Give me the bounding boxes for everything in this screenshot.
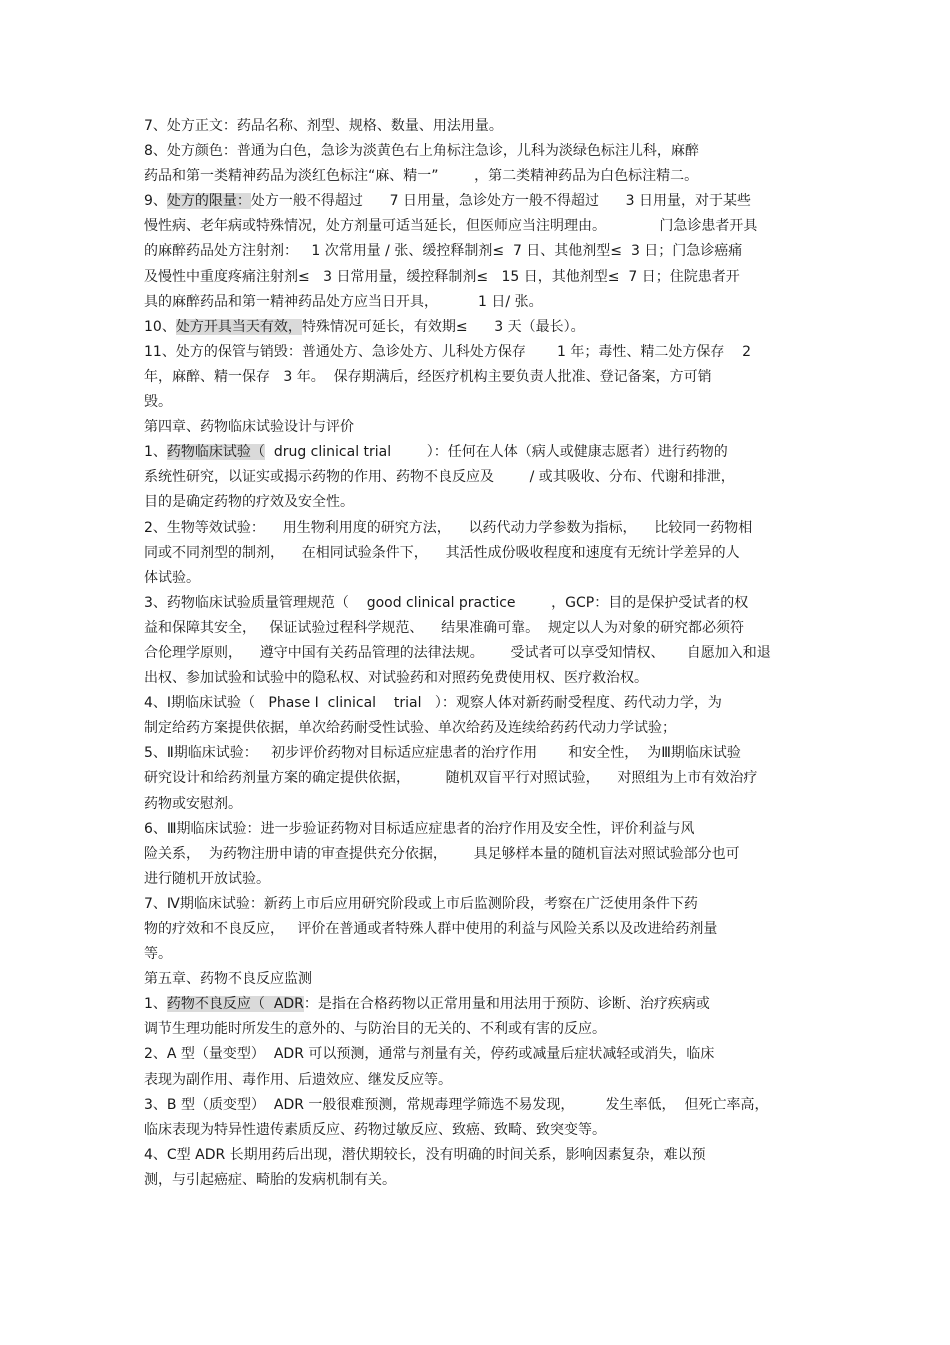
text-segment: 药品和第一类精神药品为淡红色标注“麻、精一” ，第二类精神药品为白色标注精二。 [144,168,699,185]
text-segment: 毁。 [144,394,172,411]
text-segment: 2、A 型（量变型） ADR 可以预测，通常与剂量有关，停药或减量后症状减轻或消失，临床 [144,1046,715,1063]
text-line [144,892,809,917]
text-segment: 7、Ⅳ期临床试验：新药上市后应用研究阶段或上市后监测阶段，考察在广泛使用条件下药 [144,895,698,912]
text-line [144,1118,809,1143]
text-segment: 目的是确定药物的疗效及安全性。 [144,494,354,511]
text-segment: 进行随机开放试验。 [144,870,270,887]
text-line [144,365,809,390]
text-line [144,214,809,239]
text-segment: 4、Ⅰ期临床试验（ Phase I clinical trial ）：观察人体对新药耐受程度、药代动力学，为 [144,695,722,712]
text-segment: 第四章、药物临床试验设计与评价 [144,419,354,436]
text-line [144,842,809,867]
text-line [144,992,809,1017]
text-line [144,315,809,340]
highlighted-text: 处方的限量： [166,193,251,210]
text-segment: 出权、参加试验和试验中的隐私权、对试验药和对照药免费使用权、医疗救治权。 [144,670,648,687]
text-line [144,290,809,315]
text-line [144,591,809,616]
text-segment: 及慢性中重度疼痛注射剂≤ 3 日常用量，缓控释制剂≤ 15 日，其他剂型≤ 7 日；住院患者开 [144,268,740,285]
text-segment: 处方一般不得超过 7 日用量，急诊处方一般不得超过 3 日用量，对于某些 [250,193,752,210]
text-segment: 4、C型 ADR 长期用药后出现，潜伏期较长，没有明确的时间关系，影响因素复杂，难以预 [144,1146,706,1163]
text-segment: drug clinical trial ）：任何在人体（病人或健康志愿者）进行药物的 [264,444,728,461]
text-line [144,1068,809,1093]
text-segment: 11、处方的保管与销毁：普通处方、急诊处方、儿科处方保存 1 年；毒性、精二处方保存 2 [144,343,752,360]
text-line [144,390,809,415]
text-line [144,1143,809,1168]
text-segment: 险关系， 为药物注册申请的审查提供充分依据， 具足够样本量的随机盲法对照试验部分也可 [144,845,740,862]
text-segment: 1、 [144,996,167,1013]
text-segment: 临床表现为特异性遗传素质反应、药物过敏反应、致癌、致畸、致突变等。 [144,1121,606,1138]
text-line [144,440,809,465]
text-line [144,415,809,440]
text-segment: 第五章、药物不良反应监测 [144,971,312,988]
text-line [144,641,809,666]
text-line [144,566,809,591]
text-line [144,189,809,214]
text-segment: 8、处方颜色：普通为白色，急诊为淡黄色右上角标注急诊，儿科为淡绿色标注儿科，麻醉 [144,143,699,160]
text-line [144,239,809,264]
text-segment: 9、 [144,193,167,210]
text-line [144,265,809,290]
text-segment: 年，麻醉、精一保存 3 年。 保存期满后，经医疗机构主要负责人批准、登记备案，方可销 [144,368,712,385]
text-line [144,792,809,817]
text-line [144,541,809,566]
text-line [144,1093,809,1118]
text-line [144,616,809,641]
text-line [144,942,809,967]
text-segment: 3、B 型（质变型） ADR 一般很难预测，常规毒理学筛选不易发现， 发生率低， 但死亡率高， [144,1096,769,1113]
text-line [144,1042,809,1067]
document-body [144,114,809,1193]
text-line [144,716,809,741]
text-segment: 等。 [144,946,172,963]
text-segment: 同或不同剂型的制剂， 在相同试验条件下， 其活性成份吸收程度和速度有无统计学差异的人 [144,544,740,561]
text-line [144,666,809,691]
text-segment: 表现为副作用、毒作用、后遗效应、继发反应等。 [144,1071,452,1088]
text-line [144,139,809,164]
text-line [144,867,809,892]
text-segment: 药物或安慰剂。 [144,795,242,812]
text-line [144,691,809,716]
text-line [144,490,809,515]
text-segment: 系统性研究，以证实或揭示药物的作用、药物不良反应及 / 或其吸收、分布、代谢和排泄， [144,469,735,486]
text-segment: 6、Ⅲ期临床试验：进一步验证药物对目标适应症患者的治疗作用及安全性，评价利益与风 [144,820,695,837]
text-segment: ：是指在合格药物以正常用量和用法用于预防、诊断、治疗疾病或 [303,996,710,1013]
text-line [144,164,809,189]
text-segment: 体试验。 [144,569,200,586]
text-line [144,516,809,541]
text-line [144,114,809,139]
text-segment: 3、药物临床试验质量管理规范（ good clinical practice ，GCP：目的是保护受试者的权 [144,594,749,611]
text-line [144,917,809,942]
text-segment: 5、Ⅱ期临床试验： 初步评价药物对目标适应症患者的治疗作用 和安全性， 为Ⅲ期临床试验 [144,745,741,762]
text-line [144,1168,809,1193]
text-line [144,967,809,992]
text-line [144,340,809,365]
text-line [144,766,809,791]
text-segment: 益和保障其安全， 保证试验过程科学规范、 结果准确可靠。 规定以人为对象的研究都必须符 [144,619,745,636]
text-line [144,465,809,490]
text-segment: 慢性病、老年病或特殊情况，处方剂量可适当延长，但医师应当注明理由。 门急诊患者开具 [144,218,758,235]
text-line [144,817,809,842]
text-segment: 10、 [144,318,176,335]
text-segment: 特殊情况可延长，有效期≤ 3 天（最长）。 [301,318,585,335]
text-segment: 物的疗效和不良反应， 评价在普通或者特殊人群中使用的利益与风险关系以及改进给药剂量 [144,921,718,937]
text-segment: 调节生理功能时所发生的意外的、与防治目的无关的、不利或有害的反应。 [144,1021,606,1038]
text-line [144,1017,809,1042]
text-segment: 2、生物等效试验： 用生物利用度的研究方法， 以药代动力学参数为指标， 比较同一药物相 [144,519,753,536]
highlighted-text: 药物不良反应（ ADR [166,996,304,1013]
text-segment: 1、 [144,444,167,461]
text-segment: 合伦理学原则， 遵守中国有关药品管理的法律法规。 受试者可以享受知情权、 自愿加入和退 [144,644,771,661]
highlighted-text: 处方开具当天有效， [175,318,302,335]
text-segment: 制定给药方案提供依据，单次给药耐受性试验、单次给药及连续给药药代动力学试验； [144,720,676,737]
text-segment: 研究设计和给药剂量方案的确定提供依据， 随机双盲平行对照试验， 对照组为上市有效治疗 [144,770,758,787]
text-segment: 的麻醉药品处方注射剂： 1 次常用量 / 张、缓控释制剂≤ 7 日、其他剂型≤ 3 日；门急诊癌痛 [144,243,743,260]
text-line [144,741,809,766]
highlighted-text: 药物临床试验（ [166,444,265,461]
text-segment: 测，与引起癌症、畸胎的发病机制有关。 [144,1171,396,1188]
text-segment: 7、处方正文：药品名称、剂型、规格、数量、用法用量。 [144,118,503,134]
text-segment: 具的麻醉药品和第一精神药品处方应当日开具， 1 日/ 张。 [144,293,543,310]
